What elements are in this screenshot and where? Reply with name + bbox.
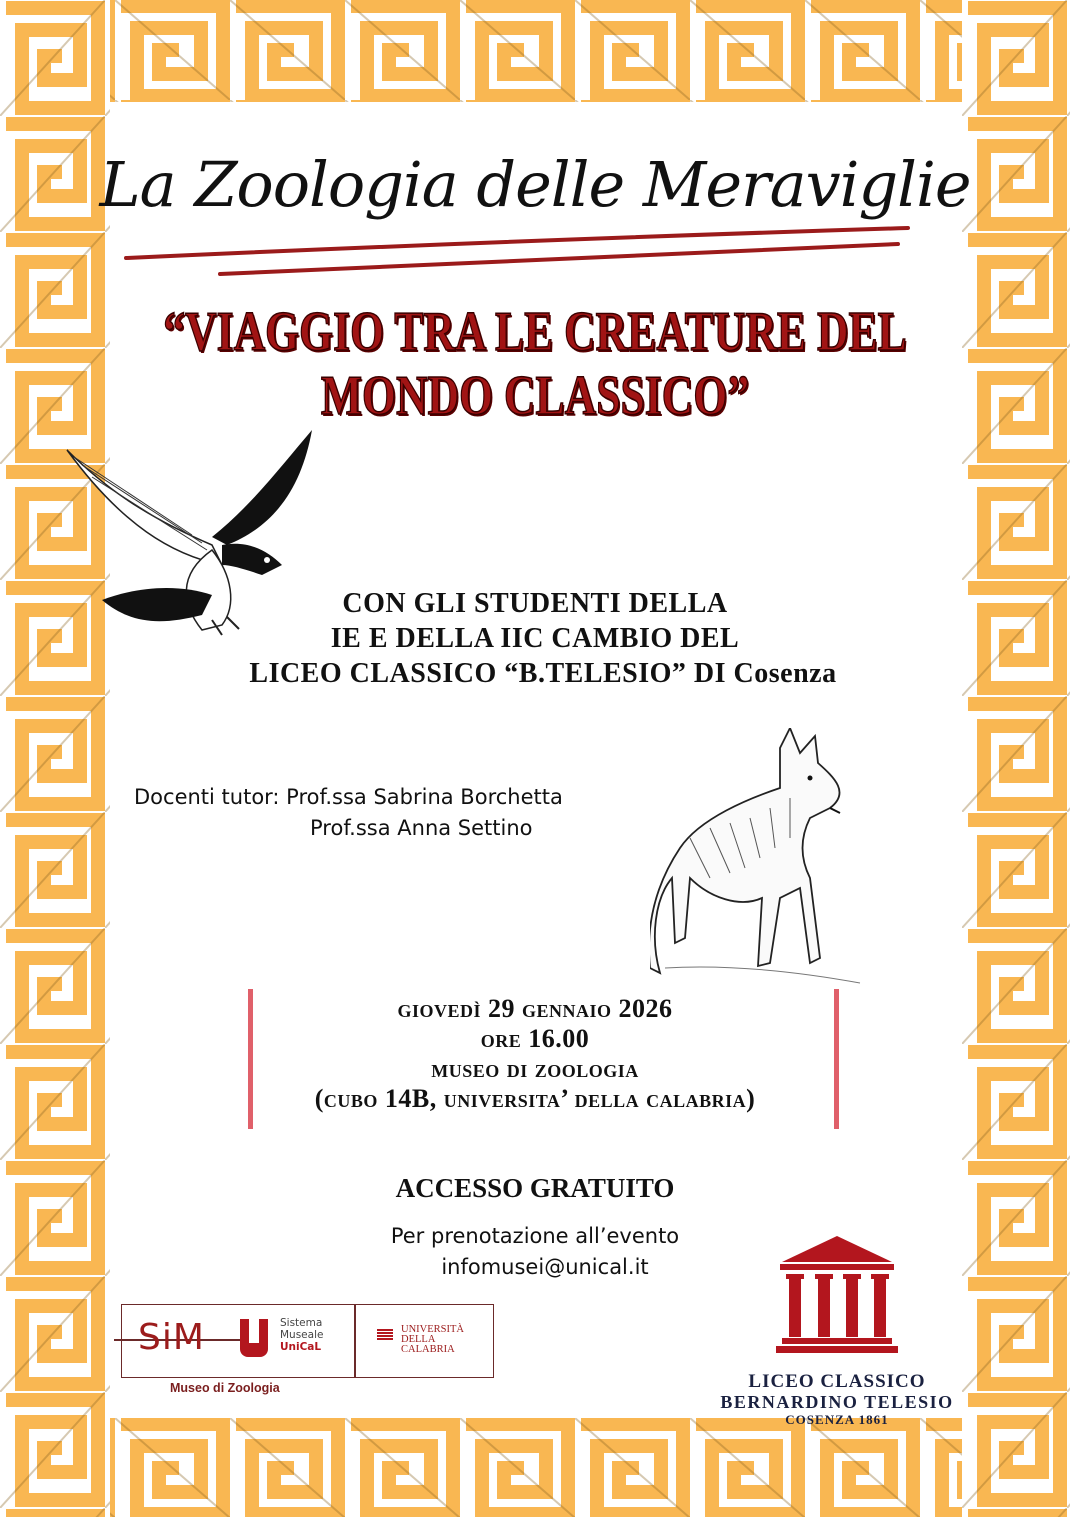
tutor-line-2: Prof.ssa Anna Settino bbox=[310, 816, 533, 840]
booking-label: Per prenotazione all’evento bbox=[390, 1224, 680, 1248]
simu-text-line-1: Sistema bbox=[280, 1317, 323, 1329]
event-location: (cubo 14B, universita’ della calabria) bbox=[314, 1084, 756, 1113]
museo-zoologia-caption: Museo di Zoologia bbox=[170, 1381, 280, 1395]
simu-logo-mark: SiM bbox=[138, 1317, 205, 1358]
title-underline-decoration bbox=[120, 222, 920, 282]
event-date: giovedì 29 gennaio 2026 bbox=[397, 994, 673, 1023]
students-line-1: CON GLI STUDENTI DELLA bbox=[342, 588, 728, 619]
wolf-illustration bbox=[650, 728, 880, 998]
liceo-name-line-1: LICEO CLASSICO bbox=[748, 1371, 926, 1392]
free-access-label: ACCESSO GRATUITO bbox=[395, 1173, 675, 1203]
logo-divider bbox=[354, 1305, 356, 1377]
event-venue: museo di zoologia bbox=[431, 1054, 639, 1083]
students-line-3: LICEO CLASSICO “B.TELESIO” DI Cosenza bbox=[249, 658, 837, 689]
unical-text-line-2: DELLA bbox=[401, 1334, 436, 1345]
simu-unical-logo-box bbox=[121, 1304, 494, 1378]
liceo-city-year: COSENZA 1861 bbox=[785, 1412, 889, 1427]
event-time: ore 16.00 bbox=[480, 1024, 590, 1053]
liceo-name-line-2: BERNARDINO TELESIO bbox=[720, 1392, 954, 1412]
simu-u-icon bbox=[240, 1319, 268, 1357]
poster-subtitle bbox=[118, 300, 953, 428]
simu-logo-text bbox=[280, 1317, 323, 1353]
unical-text-line-1: UNIVERSITÀ bbox=[401, 1324, 464, 1335]
students-line-2: IE E DELLA IIC CAMBIO DEL bbox=[330, 623, 740, 654]
greek-key-border-top bbox=[0, 0, 1070, 102]
unical-text-line-3: CALABRIA bbox=[401, 1344, 455, 1355]
tutors-info bbox=[134, 782, 563, 844]
unical-logo-text bbox=[401, 1325, 464, 1355]
greek-key-border-bottom bbox=[0, 1418, 1070, 1517]
unical-emblem-icon bbox=[377, 1329, 393, 1341]
simu-text-line-2: Museale bbox=[280, 1329, 324, 1341]
booking-email-link[interactable]: infomusei@unical.it bbox=[441, 1255, 649, 1279]
tutor-line-1: Docenti tutor: Prof.ssa Sabrina Borchetta bbox=[134, 785, 563, 809]
poster-title: La Zoologia delle Meraviglie bbox=[99, 148, 971, 221]
greek-key-border-left bbox=[0, 0, 110, 1517]
simu-text-line-3: UniCaL bbox=[280, 1341, 322, 1353]
event-details bbox=[0, 994, 1070, 1114]
subtitle-line-2: MONDO CLASSICO” bbox=[320, 365, 750, 427]
liceo-telesio-logo bbox=[712, 1234, 962, 1428]
students-info bbox=[0, 586, 1070, 691]
subtitle-line-1: “VIAGGIO TRA LE CREATURE DEL bbox=[163, 301, 907, 363]
temple-icon bbox=[772, 1234, 902, 1364]
greek-key-border-right bbox=[962, 0, 1070, 1517]
